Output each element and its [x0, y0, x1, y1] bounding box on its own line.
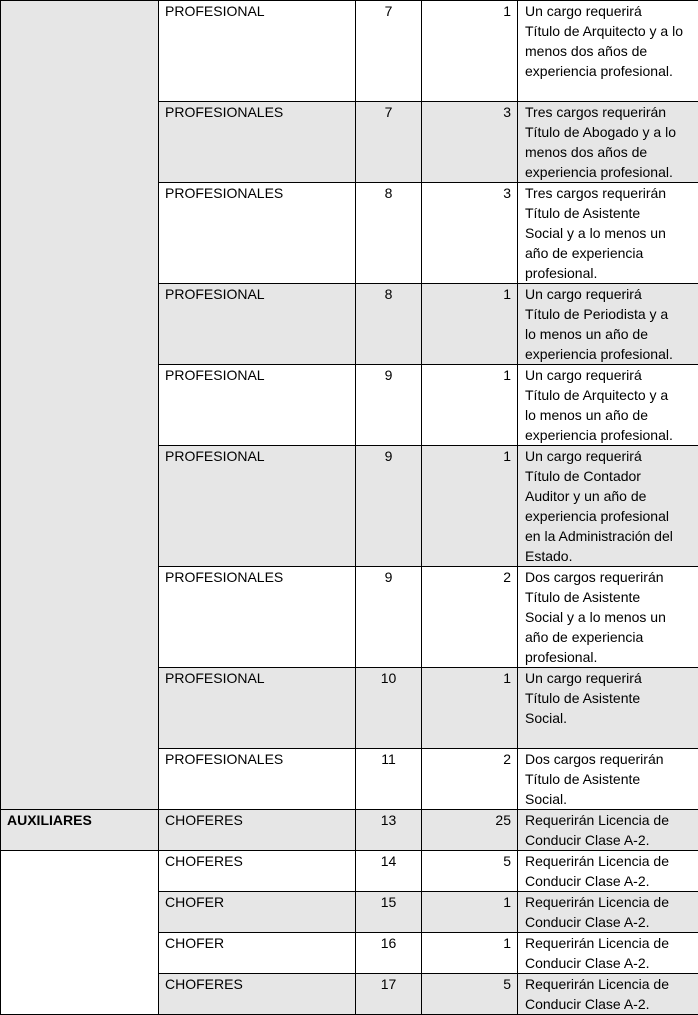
requisitos-line: menos dos años de — [525, 142, 690, 162]
table-row — [1, 851, 698, 892]
grado-cell: 14 — [356, 851, 422, 892]
requisitos-line: Dos cargos requerirán — [525, 749, 690, 769]
cargo-cell: PROFESIONALES — [159, 749, 356, 810]
cargo-cell: PROFESIONAL — [159, 1, 356, 102]
requisitos-cell — [518, 284, 698, 365]
requisitos-line: Social. — [525, 789, 690, 809]
cantidad-cell: 1 — [422, 933, 518, 974]
cantidad-cell: 25 — [422, 810, 518, 851]
grado-cell: 16 — [356, 933, 422, 974]
requisitos-cell — [518, 102, 698, 183]
cargo-cell: PROFESIONALES — [159, 102, 356, 183]
requisitos-line: Dos cargos requerirán — [525, 567, 690, 587]
requisitos-line: experiencia profesional. — [525, 344, 690, 364]
cantidad-cell: 3 — [422, 102, 518, 183]
cargo-cell: CHOFERES — [159, 810, 356, 851]
requisitos-cell — [518, 749, 698, 810]
cantidad-cell: 2 — [422, 567, 518, 668]
requisitos-cell — [518, 446, 698, 567]
requisitos-line: Título de Abogado y a lo — [525, 122, 690, 142]
requisitos-line: experiencia profesional. — [525, 162, 690, 182]
requisitos-line: Un cargo requerirá — [525, 365, 690, 385]
cantidad-cell: 1 — [422, 1, 518, 102]
requisitos-cell — [518, 1, 698, 102]
grado-cell: 9 — [356, 365, 422, 446]
cargo-cell: PROFESIONAL — [159, 284, 356, 365]
requisitos-cell — [518, 365, 698, 446]
requisitos-line: Estado. — [525, 546, 690, 566]
cantidad-cell: 5 — [422, 851, 518, 892]
requisitos-line: Título de Contador — [525, 466, 690, 486]
requisitos-line: Conducir Clase A-2. — [525, 871, 690, 891]
requisitos-line: Un cargo requerirá — [525, 446, 690, 466]
requisitos-cell — [518, 668, 698, 749]
requisitos-line: Tres cargos requerirán — [525, 102, 690, 122]
requisitos-line: Conducir Clase A-2. — [525, 830, 690, 850]
cantidad-cell: 1 — [422, 892, 518, 933]
requisitos-line: Requerirán Licencia de — [525, 933, 690, 953]
requisitos-line: Un cargo requerirá — [525, 284, 690, 304]
cargo-cell: PROFESIONAL — [159, 446, 356, 567]
requisitos-line: experiencia profesional. — [525, 425, 690, 445]
table-row — [1, 810, 698, 851]
requisitos-line: experiencia profesional — [525, 506, 690, 526]
requisitos-line: Social y a lo menos un — [525, 607, 690, 627]
grado-cell: 9 — [356, 446, 422, 567]
requisitos-line: menos dos años de — [525, 41, 690, 61]
cargo-cell: CHOFERES — [159, 851, 356, 892]
requisitos-line: profesional. — [525, 263, 690, 283]
requisitos-line: Título de Asistente — [525, 587, 690, 607]
requisitos-line: Título de Arquitecto y a — [525, 385, 690, 405]
requisitos-line: Requerirán Licencia de — [525, 892, 690, 912]
requisitos-line: Requerirán Licencia de — [525, 851, 690, 871]
cantidad-cell: 1 — [422, 668, 518, 749]
cargo-cell: PROFESIONALES — [159, 567, 356, 668]
cantidad-cell: 1 — [422, 446, 518, 567]
table-row — [1, 1, 698, 102]
cargo-cell: CHOFER — [159, 892, 356, 933]
grado-cell: 7 — [356, 1, 422, 102]
group-label: AUXILIARES — [1, 810, 159, 851]
requisitos-cell — [518, 567, 698, 668]
requisitos-line: lo menos un año de — [525, 324, 690, 344]
requisitos-line: Conducir Clase A-2. — [525, 953, 690, 973]
requisitos-line: Un cargo requerirá — [525, 1, 690, 21]
cantidad-cell: 3 — [422, 183, 518, 284]
requisitos-cell — [518, 892, 698, 933]
cantidad-cell: 1 — [422, 284, 518, 365]
requisitos-line: Título de Arquitecto y a lo — [525, 21, 690, 41]
requisitos-line: profesional. — [525, 647, 690, 667]
grado-cell: 11 — [356, 749, 422, 810]
requisitos-cell — [518, 810, 698, 851]
requisitos-line: Auditor y un año de — [525, 486, 690, 506]
requisitos-line: Título de Asistente — [525, 769, 690, 789]
requisitos-line: Título de Asistente — [525, 688, 690, 708]
requisitos-line: Tres cargos requerirán — [525, 183, 690, 203]
requisitos-line: lo menos un año de — [525, 405, 690, 425]
requisitos-line: Conducir Clase A-2. — [525, 912, 690, 932]
cargo-cell: CHOFER — [159, 933, 356, 974]
requisitos-line: experiencia profesional. — [525, 61, 690, 81]
cantidad-cell: 1 — [422, 365, 518, 446]
requisitos-cell — [518, 183, 698, 284]
cargo-cell: PROFESIONAL — [159, 668, 356, 749]
requisitos-cell — [518, 933, 698, 974]
group-cell — [1, 1, 159, 810]
requisitos-line: año de experiencia — [525, 243, 690, 263]
requisitos-line: Un cargo requerirá — [525, 668, 690, 688]
grado-cell: 9 — [356, 567, 422, 668]
requisitos-line: Título de Asistente — [525, 203, 690, 223]
grado-cell: 8 — [356, 183, 422, 284]
group-cell — [1, 851, 159, 1015]
grado-cell: 15 — [356, 892, 422, 933]
grado-cell: 8 — [356, 284, 422, 365]
requisitos-cell — [518, 974, 698, 1015]
requisitos-line: Requerirán Licencia de — [525, 974, 690, 994]
cargo-cell: PROFESIONALES — [159, 183, 356, 284]
requisitos-line: Social y a lo menos un — [525, 223, 690, 243]
cargo-cell: CHOFERES — [159, 974, 356, 1015]
requisitos-line: Conducir Clase A-2. — [525, 994, 690, 1014]
cantidad-cell: 2 — [422, 749, 518, 810]
grado-cell: 7 — [356, 102, 422, 183]
grado-cell: 10 — [356, 668, 422, 749]
requisitos-line: en la Administración del — [525, 526, 690, 546]
grado-cell: 17 — [356, 974, 422, 1015]
cantidad-cell: 5 — [422, 974, 518, 1015]
cargo-cell: PROFESIONAL — [159, 365, 356, 446]
requisitos-line: año de experiencia — [525, 627, 690, 647]
grado-cell: 13 — [356, 810, 422, 851]
requisitos-cell — [518, 851, 698, 892]
requisitos-line: Título de Periodista y a — [525, 304, 690, 324]
requisitos-line: Social. — [525, 708, 690, 728]
requisitos-line: Requerirán Licencia de — [525, 810, 690, 830]
